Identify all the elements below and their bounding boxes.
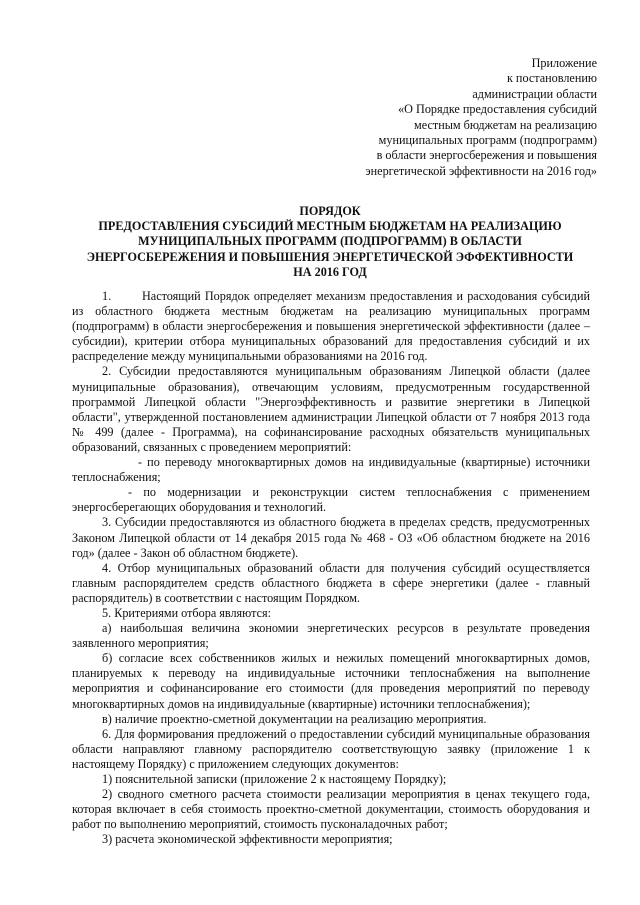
paragraph-5-item-a: а) наибольшая величина экономии энергетических ресурсов в результате проведения заявленного мероприятия;	[72, 621, 590, 651]
paragraph-1	[72, 289, 590, 364]
appendix-line: к постановлению	[506, 71, 597, 86]
appendix-header	[297, 56, 597, 179]
paragraph-2: 2. Субсидии предоставляются муниципальным образованиям Липецкой области (далее муниципальные образования), отвечающим условиям, предусмотренным государственной программой Липецкой области "Энергоэффективность и развитие энергетики в Липецкой области", утвержденной постановлением администрации Липецкой области от 7 ноября 2013 года № 499 (далее - Программа), на софинансирование расходных обязательств муниципальных образований, связанных с проведением мероприятий:	[72, 364, 590, 454]
title-line: ПРЕДОСТАВЛЕНИЯ СУБСИДИЙ МЕСТНЫМ БЮДЖЕТАМ НА РЕАЛИЗАЦИЮ	[98, 219, 562, 234]
paragraph-4: 4. Отбор муниципальных образований области для получения субсидий осуществляется главным распорядителем средств областного бюджета в сфере энергетики (далее - главный распорядитель) в соответствии с настоящим Порядком.	[72, 560, 590, 605]
document-title	[70, 204, 590, 280]
appendix-line: энергетической эффективности на 2016 год»	[365, 163, 597, 178]
paragraph-6: 6. Для формирования предложений о предоставлении субсидий муниципальные образования области направляют главному распорядителю соответствующую заявку (приложение 1 к настоящему Порядку) с приложением следующих документов:	[72, 726, 590, 771]
appendix-line: Приложение	[531, 56, 597, 70]
paragraph-5-item-b: б) согласие всех собственников жилых и нежилых помещений многоквартирных домов, планируемых к переводу на индивидуальные источники теплоснабжения на выполнение мероприятия и софинансирование его стоимости (для проведения мероприятий по переводу многоквартирных домов на индивидуальные (квартирные) источники теплоснабжения);	[72, 651, 590, 711]
document-body	[72, 289, 590, 847]
appendix-line: в области энергосбережения и повышения	[376, 148, 597, 163]
paragraph-6-item-1: 1) пояснительной записки (приложение 2 к настоящему Порядку);	[102, 772, 447, 786]
appendix-line: муниципальных программ (подпрограмм)	[378, 133, 597, 148]
paragraph-5-item-c: в) наличие проектно-сметной документации на реализацию мероприятия.	[102, 711, 487, 726]
appendix-line: «О Порядке предоставления субсидий	[398, 102, 597, 117]
paragraph-5: 5. Критериями отбора являются:	[102, 605, 271, 620]
paragraph-6-item-3: 3) расчета экономической эффективности мероприятия;	[102, 832, 393, 847]
paragraph-6-item-2: 2) сводного сметного расчета стоимости реализации мероприятия в ценах текущего года, которая включает в себя стоимость проектно-сметной документации, стоимость оборудования и работ по выполнению мероприятий, стоимость пусконаладочных работ;	[72, 787, 590, 832]
paragraph-3: 3. Субсидии предоставляются из областного бюджета в пределах средств, предусмотренных Законом Липецкой области от 14 декабря 2015 года № 468 - ОЗ «Об областном бюджете на 2016 год» (далее - Закон об областном бюджете).	[72, 515, 590, 560]
paragraph-2-item-a: - по переводу многоквартирных домов на индивидуальные (квартирные) источники теплоснабжения;	[72, 455, 590, 485]
title-line: ЭНЕРГОСБЕРЕЖЕНИЯ И ПОВЫШЕНИЯ ЭНЕРГЕТИЧЕСКОЙ ЭФФЕКТИВНОСТИ	[86, 249, 574, 264]
title-line: МУНИЦИПАЛЬНЫХ ПРОГРАММ (ПОДПРОГРАММ) В ОБЛАСТИ	[138, 234, 522, 249]
appendix-line: администрации области	[472, 86, 597, 101]
paragraph-1-number: 1.	[102, 289, 112, 303]
title-line: НА 2016 ГОД	[293, 264, 367, 279]
title-line: ПОРЯДОК	[299, 204, 361, 218]
paragraph-2-item-b: - по модернизации и реконструкции систем теплоснабжения с применением энергосберегающих оборудования и технологий.	[72, 485, 590, 515]
appendix-line: местным бюджетам на реализацию	[414, 117, 597, 132]
paragraph-1-text: Настоящий Порядок определяет механизм предоставления и расходования субсидий из областного бюджета местным бюджетам на реализацию муниципальных программ (подпрограмм) в области энергосбережения и повышения энергетической эффективности (далее – субсидии), критерии отбора муниципальных образований для предоставления субсидий и их распределение между муниципальными образованиями на 2016 год.	[72, 289, 590, 364]
